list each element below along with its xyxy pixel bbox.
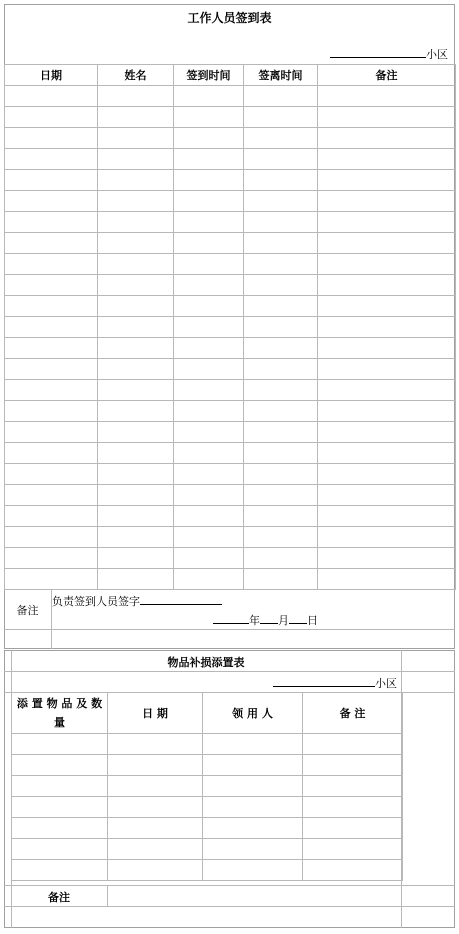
- table-row: [5, 86, 456, 107]
- supply-remarks-bottom-border: [4, 906, 455, 907]
- table-cell[interactable]: [174, 128, 244, 149]
- table-cell[interactable]: [244, 422, 318, 443]
- supply-community-blank: [273, 676, 375, 687]
- day-label: 日: [307, 614, 318, 627]
- table-cell[interactable]: [174, 422, 244, 443]
- table-row: [12, 776, 403, 797]
- table-row: [5, 170, 456, 191]
- table-row: [5, 212, 456, 233]
- supply-table: [11, 692, 403, 881]
- table-cell[interactable]: [5, 380, 98, 401]
- supply-title: 物品补损添置表: [167, 656, 245, 669]
- table-cell[interactable]: [5, 149, 98, 170]
- table-cell[interactable]: [203, 776, 303, 797]
- table-cell[interactable]: [108, 860, 203, 881]
- table-cell[interactable]: [5, 527, 98, 548]
- table-cell[interactable]: [318, 191, 456, 212]
- table-cell[interactable]: [318, 107, 456, 128]
- table-cell[interactable]: [12, 860, 108, 881]
- table-cell[interactable]: [203, 818, 303, 839]
- table-cell[interactable]: [244, 86, 318, 107]
- table-cell[interactable]: [244, 548, 318, 569]
- table-cell[interactable]: [174, 275, 244, 296]
- table-cell[interactable]: [318, 527, 456, 548]
- table-cell[interactable]: [318, 296, 456, 317]
- table-cell[interactable]: [203, 755, 303, 776]
- table-cell[interactable]: [98, 380, 174, 401]
- supply-community-line: [273, 675, 397, 691]
- table-row: [5, 401, 456, 422]
- table-cell[interactable]: [318, 506, 456, 527]
- table-cell[interactable]: [174, 149, 244, 170]
- col-header-date: 日期: [5, 65, 98, 86]
- col-header-name: 姓名: [98, 65, 174, 86]
- signin-table: [4, 64, 456, 590]
- table-row: [5, 338, 456, 359]
- table-cell[interactable]: [5, 170, 98, 191]
- table-cell[interactable]: [5, 506, 98, 527]
- table-cell[interactable]: [5, 296, 98, 317]
- table-cell[interactable]: [244, 296, 318, 317]
- table-cell[interactable]: [318, 317, 456, 338]
- supply-remarks-label: 备注: [48, 891, 70, 904]
- table-cell[interactable]: [108, 818, 203, 839]
- table-cell[interactable]: [5, 443, 98, 464]
- table-cell[interactable]: [244, 107, 318, 128]
- supply-community-suffix: 小区: [375, 677, 397, 690]
- table-cell[interactable]: [98, 212, 174, 233]
- table-cell[interactable]: [5, 233, 98, 254]
- table-cell[interactable]: [318, 149, 456, 170]
- table-cell[interactable]: [12, 734, 108, 755]
- table-cell[interactable]: [244, 443, 318, 464]
- table-cell[interactable]: [318, 464, 456, 485]
- table-cell[interactable]: [5, 464, 98, 485]
- table-row: [12, 839, 403, 860]
- signin-remarks-label: 备注: [16, 604, 39, 617]
- table-cell[interactable]: [318, 422, 456, 443]
- table-cell[interactable]: [98, 338, 174, 359]
- table-cell[interactable]: [203, 839, 303, 860]
- community-suffix: 小区: [426, 48, 448, 61]
- table-cell[interactable]: [318, 548, 456, 569]
- table-cell[interactable]: [12, 797, 108, 818]
- col-header-recipient: 领 用 人: [203, 693, 303, 734]
- signin-header-row: [5, 65, 456, 86]
- table-cell[interactable]: [244, 380, 318, 401]
- table-row: [5, 527, 456, 548]
- table-cell[interactable]: [98, 443, 174, 464]
- table-cell[interactable]: [5, 191, 98, 212]
- table-cell[interactable]: [5, 401, 98, 422]
- table-cell[interactable]: [98, 569, 174, 590]
- table-cell[interactable]: [318, 443, 456, 464]
- table-row: [5, 107, 456, 128]
- table-cell[interactable]: [174, 548, 244, 569]
- table-cell[interactable]: [244, 128, 318, 149]
- table-cell[interactable]: [318, 233, 456, 254]
- table-cell[interactable]: [108, 797, 203, 818]
- table-cell[interactable]: [244, 401, 318, 422]
- table-cell[interactable]: [98, 485, 174, 506]
- table-cell[interactable]: [318, 212, 456, 233]
- table-cell[interactable]: [174, 569, 244, 590]
- table-cell[interactable]: [244, 569, 318, 590]
- table-cell[interactable]: [108, 755, 203, 776]
- table-row: [5, 128, 456, 149]
- table-cell[interactable]: [174, 443, 244, 464]
- table-cell[interactable]: [318, 485, 456, 506]
- date-line: [213, 612, 318, 628]
- table-cell[interactable]: [318, 170, 456, 191]
- table-cell[interactable]: [12, 776, 108, 797]
- table-cell[interactable]: [244, 485, 318, 506]
- table-cell[interactable]: [318, 254, 456, 275]
- table-cell[interactable]: [5, 317, 98, 338]
- table-row: [5, 233, 456, 254]
- table-cell[interactable]: [5, 212, 98, 233]
- table-cell[interactable]: [318, 569, 456, 590]
- table-cell[interactable]: [108, 839, 203, 860]
- table-row: [12, 797, 403, 818]
- table-row: [12, 860, 403, 881]
- table-cell[interactable]: [174, 212, 244, 233]
- table-row: [5, 569, 456, 590]
- table-cell[interactable]: [303, 755, 403, 776]
- table-cell[interactable]: [12, 755, 108, 776]
- signer-label: 负责签到人员签字: [52, 595, 140, 608]
- table-cell[interactable]: [244, 233, 318, 254]
- table-row: [5, 149, 456, 170]
- table-cell[interactable]: [5, 548, 98, 569]
- table-cell[interactable]: [303, 734, 403, 755]
- year-label: 年: [249, 614, 260, 627]
- signer-line: [52, 593, 222, 609]
- table-cell[interactable]: [303, 818, 403, 839]
- table-cell[interactable]: [303, 860, 403, 881]
- table-cell[interactable]: [98, 86, 174, 107]
- table-cell[interactable]: [174, 170, 244, 191]
- table-cell[interactable]: [174, 527, 244, 548]
- table-row: [12, 755, 403, 776]
- month-label: 月: [278, 614, 289, 627]
- table-cell[interactable]: [98, 170, 174, 191]
- community-blank: [330, 47, 426, 58]
- table-cell[interactable]: [98, 317, 174, 338]
- table-cell[interactable]: [12, 839, 108, 860]
- table-cell[interactable]: [108, 776, 203, 797]
- table-cell[interactable]: [203, 797, 303, 818]
- table-cell[interactable]: [318, 380, 456, 401]
- table-row: [5, 464, 456, 485]
- table-cell[interactable]: [98, 149, 174, 170]
- col-header-supply-date: 日 期: [108, 693, 203, 734]
- table-cell[interactable]: [244, 359, 318, 380]
- table-cell[interactable]: [203, 734, 303, 755]
- col-header-supply-remarks: 备 注: [303, 693, 403, 734]
- col-header-remarks: 备注: [318, 65, 456, 86]
- remarks-top-border: [4, 589, 455, 590]
- table-row: [5, 443, 456, 464]
- table-cell[interactable]: [303, 776, 403, 797]
- table-row: [5, 485, 456, 506]
- table-cell[interactable]: [174, 506, 244, 527]
- table-cell[interactable]: [98, 422, 174, 443]
- table-cell[interactable]: [5, 275, 98, 296]
- signer-blank: [140, 594, 222, 605]
- table-row: [5, 191, 456, 212]
- col-header-signin-time: 签到时间: [174, 65, 244, 86]
- table-cell[interactable]: [98, 191, 174, 212]
- table-row: [5, 275, 456, 296]
- supply-header-row: [12, 693, 403, 734]
- table-cell[interactable]: [174, 359, 244, 380]
- table-cell[interactable]: [98, 107, 174, 128]
- supply-title-border: [4, 671, 455, 672]
- table-row: [5, 380, 456, 401]
- table-row: [5, 359, 456, 380]
- table-cell[interactable]: [174, 464, 244, 485]
- table-cell[interactable]: [244, 338, 318, 359]
- table-cell[interactable]: [244, 275, 318, 296]
- table-row: [5, 296, 456, 317]
- table-cell[interactable]: [318, 359, 456, 380]
- table-cell[interactable]: [98, 464, 174, 485]
- table-row: [12, 734, 403, 755]
- table-cell[interactable]: [244, 191, 318, 212]
- table-cell[interactable]: [174, 107, 244, 128]
- table-cell[interactable]: [174, 401, 244, 422]
- month-blank: [260, 613, 278, 624]
- table-cell[interactable]: [5, 422, 98, 443]
- table-cell[interactable]: [98, 233, 174, 254]
- table-cell[interactable]: [174, 254, 244, 275]
- table-cell[interactable]: [5, 359, 98, 380]
- signin-community-line: [330, 46, 448, 62]
- table-cell[interactable]: [244, 464, 318, 485]
- table-cell[interactable]: [12, 818, 108, 839]
- supply-remarks-top-border: [4, 885, 455, 886]
- table-row: [5, 548, 456, 569]
- table-cell[interactable]: [98, 506, 174, 527]
- signin-title: 工作人员签到表: [187, 11, 272, 25]
- col-header-items: 添 置 物 品 及 数 量: [12, 693, 108, 734]
- table-cell[interactable]: [303, 797, 403, 818]
- remarks-bottom-border: [4, 629, 455, 630]
- table-cell[interactable]: [244, 254, 318, 275]
- table-cell[interactable]: [5, 86, 98, 107]
- table-cell[interactable]: [98, 359, 174, 380]
- table-cell[interactable]: [174, 296, 244, 317]
- table-cell[interactable]: [98, 254, 174, 275]
- table-cell[interactable]: [244, 170, 318, 191]
- table-cell[interactable]: [5, 254, 98, 275]
- table-cell[interactable]: [318, 86, 456, 107]
- table-cell[interactable]: [174, 485, 244, 506]
- table-cell[interactable]: [98, 527, 174, 548]
- table-row: [5, 422, 456, 443]
- table-cell[interactable]: [244, 212, 318, 233]
- table-cell[interactable]: [203, 860, 303, 881]
- table-cell[interactable]: [5, 569, 98, 590]
- table-cell[interactable]: [174, 380, 244, 401]
- table-cell[interactable]: [318, 128, 456, 149]
- table-cell[interactable]: [108, 734, 203, 755]
- table-row: [5, 317, 456, 338]
- table-cell[interactable]: [5, 128, 98, 149]
- col-header-signout-time: 签离时间: [244, 65, 318, 86]
- table-cell[interactable]: [5, 338, 98, 359]
- table-cell[interactable]: [244, 527, 318, 548]
- table-cell[interactable]: [174, 86, 244, 107]
- table-cell[interactable]: [5, 485, 98, 506]
- table-cell[interactable]: [98, 128, 174, 149]
- table-cell[interactable]: [174, 191, 244, 212]
- table-cell[interactable]: [244, 149, 318, 170]
- table-row: [5, 254, 456, 275]
- year-blank: [213, 613, 249, 624]
- table-cell[interactable]: [318, 275, 456, 296]
- table-cell[interactable]: [174, 317, 244, 338]
- table-cell[interactable]: [98, 296, 174, 317]
- table-cell[interactable]: [244, 506, 318, 527]
- table-row: [5, 506, 456, 527]
- table-cell[interactable]: [5, 107, 98, 128]
- table-cell[interactable]: [318, 401, 456, 422]
- table-cell[interactable]: [318, 338, 456, 359]
- table-cell[interactable]: [98, 548, 174, 569]
- day-blank: [289, 613, 307, 624]
- table-cell[interactable]: [174, 233, 244, 254]
- table-cell[interactable]: [303, 839, 403, 860]
- table-cell[interactable]: [98, 401, 174, 422]
- supply-remarks-divider: [107, 885, 108, 906]
- table-cell[interactable]: [174, 338, 244, 359]
- table-cell[interactable]: [244, 317, 318, 338]
- table-row: [12, 818, 403, 839]
- table-cell[interactable]: [98, 275, 174, 296]
